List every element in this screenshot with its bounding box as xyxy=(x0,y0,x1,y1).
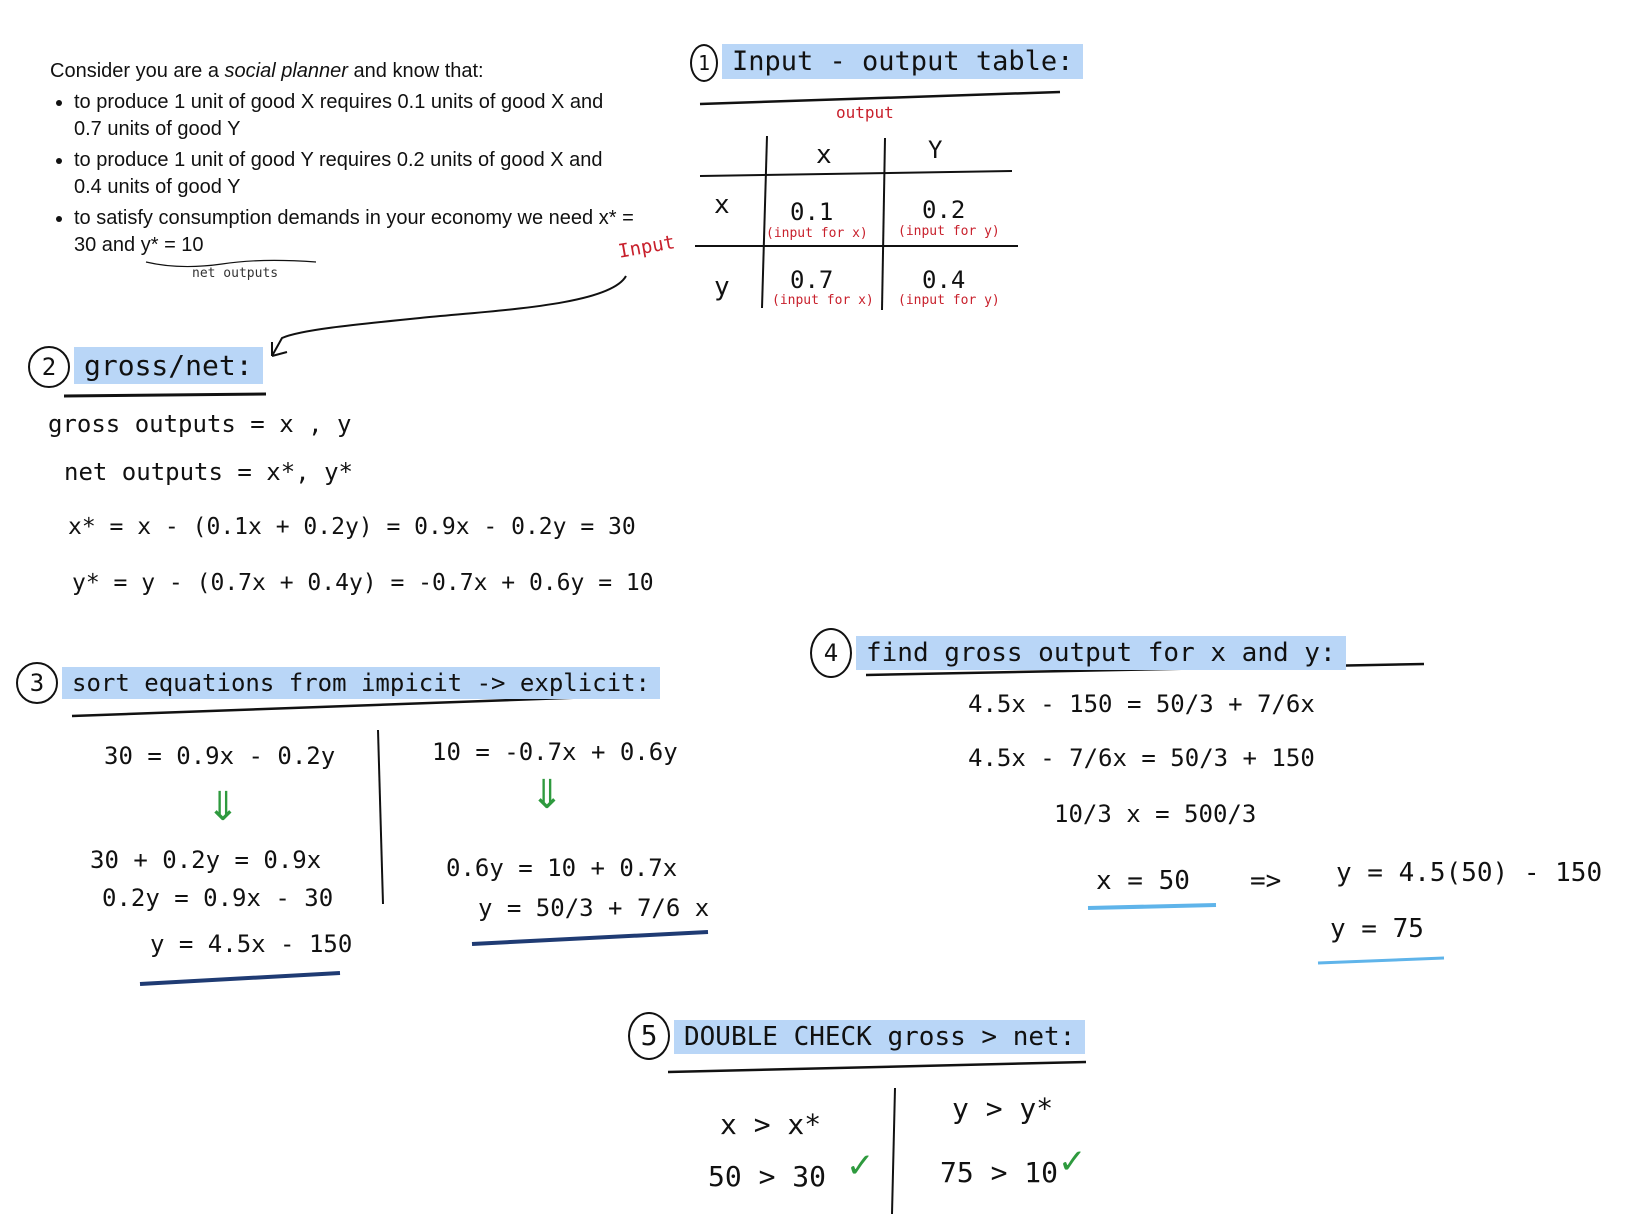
section5-title: DOUBLE CHECK gross > net: xyxy=(674,1020,1085,1054)
y-calculation: y = 4.5(50) - 150 xyxy=(1336,858,1603,888)
solve-line-1: 4.5x - 150 = 50/3 + 7/6x xyxy=(968,690,1315,718)
cell-xx-value: 0.1 xyxy=(790,198,834,226)
net-outputs-line: net outputs = x*, y* xyxy=(64,458,353,486)
section4-title: find gross output for x and y: xyxy=(856,636,1346,670)
section3-divider xyxy=(378,730,383,904)
section4-number: 4 xyxy=(810,628,852,678)
section1-heading xyxy=(690,44,1083,82)
result-underline-left xyxy=(140,973,340,984)
section2-underline xyxy=(64,394,266,396)
section4-heading xyxy=(810,628,1346,678)
output-label: output xyxy=(836,103,894,122)
section5-divider xyxy=(892,1088,895,1214)
cell-yx-value: 0.7 xyxy=(790,266,834,294)
io-table-grid xyxy=(695,136,1018,310)
col-header-y: Y xyxy=(928,136,943,164)
cell-xy-note: (input for y) xyxy=(898,224,1000,239)
intro-lead: Consider you are a social planner and know that: xyxy=(50,60,484,82)
result-underline-right xyxy=(472,932,708,944)
solve-line-2: 4.5x - 7/6x = 50/3 + 150 xyxy=(968,744,1315,772)
left-result: y = 4.5x - 150 xyxy=(150,930,353,958)
section2-title: gross/net: xyxy=(74,347,263,384)
section5-underline xyxy=(668,1062,1086,1072)
y-inequality: y > y* xyxy=(952,1092,1054,1125)
y-values-check: 75 > 10 xyxy=(940,1156,1059,1189)
problem-statement xyxy=(50,58,634,263)
intro-bullet: • to produce 1 unit of good X requires 0.1 units of good X and 0.7 units of good Y xyxy=(74,89,634,143)
implies-arrow: => xyxy=(1250,866,1282,896)
right-down-arrow-icon: ⇓ xyxy=(530,772,564,818)
right-start-equation: 10 = -0.7x + 0.6y xyxy=(432,738,678,766)
arrow-head xyxy=(272,342,287,356)
intro-bullets xyxy=(50,89,634,259)
col-header-x: x xyxy=(816,140,832,170)
cell-yx-note: (input for x) xyxy=(772,293,874,308)
cell-yy-value: 0.4 xyxy=(922,266,966,294)
cell-xy-value: 0.2 xyxy=(922,196,966,224)
section1-number: 1 xyxy=(690,44,718,82)
left-step-1: 30 + 0.2y = 0.9x xyxy=(90,846,322,874)
section5-heading xyxy=(628,1012,1085,1060)
check-icon: ✓ xyxy=(846,1146,875,1186)
section3-title: sort equations from impicit -> explicit: xyxy=(62,667,660,699)
section2-number: 2 xyxy=(28,346,70,388)
check-icon: ✓ xyxy=(1058,1142,1087,1182)
right-result: y = 50/3 + 7/6 x xyxy=(478,894,710,922)
x-result: x = 50 xyxy=(1096,866,1190,896)
net-outputs-note: net outputs xyxy=(192,266,279,281)
section3-number: 3 xyxy=(16,662,58,704)
x-values-check: 50 > 30 xyxy=(708,1160,827,1193)
cell-yy-note: (input for y) xyxy=(898,293,1000,308)
x-star-equation: x* = x - (0.1x + 0.2y) = 0.9x - 0.2y = 30 xyxy=(68,514,636,540)
left-step-2: 0.2y = 0.9x - 30 xyxy=(102,884,334,912)
x-result-underline xyxy=(1088,905,1216,908)
intro-bullet: • to produce 1 unit of good Y requires 0.2 units of good X and 0.4 units of good Y xyxy=(74,147,634,201)
cell-xx-note: (input for x) xyxy=(766,226,868,241)
x-inequality: x > x* xyxy=(720,1108,822,1141)
solve-line-3: 10/3 x = 500/3 xyxy=(1054,800,1257,828)
row-header-x: x xyxy=(714,190,730,220)
input-label: Input xyxy=(616,231,677,263)
section3-heading xyxy=(16,662,660,704)
intro-bullet: • to satisfy consumption demands in your economy we need x* = 30 and y* = 10 xyxy=(74,205,634,259)
left-start-equation: 30 = 0.9x - 0.2y xyxy=(104,742,336,770)
row-header-y: y xyxy=(714,272,730,302)
right-step-1: 0.6y = 10 + 0.7x xyxy=(446,854,678,882)
y-result-underline xyxy=(1318,958,1444,963)
section2-heading xyxy=(28,346,263,388)
section1-title: Input - output table: xyxy=(722,44,1083,79)
section5-number: 5 xyxy=(628,1012,670,1060)
input-to-section2-arrow xyxy=(272,276,626,356)
gross-outputs-line: gross outputs = x , y xyxy=(48,410,352,438)
y-result: y = 75 xyxy=(1330,914,1424,944)
y-star-equation: y* = y - (0.7x + 0.4y) = -0.7x + 0.6y = 10 xyxy=(72,570,654,596)
left-down-arrow-icon: ⇓ xyxy=(206,784,240,830)
